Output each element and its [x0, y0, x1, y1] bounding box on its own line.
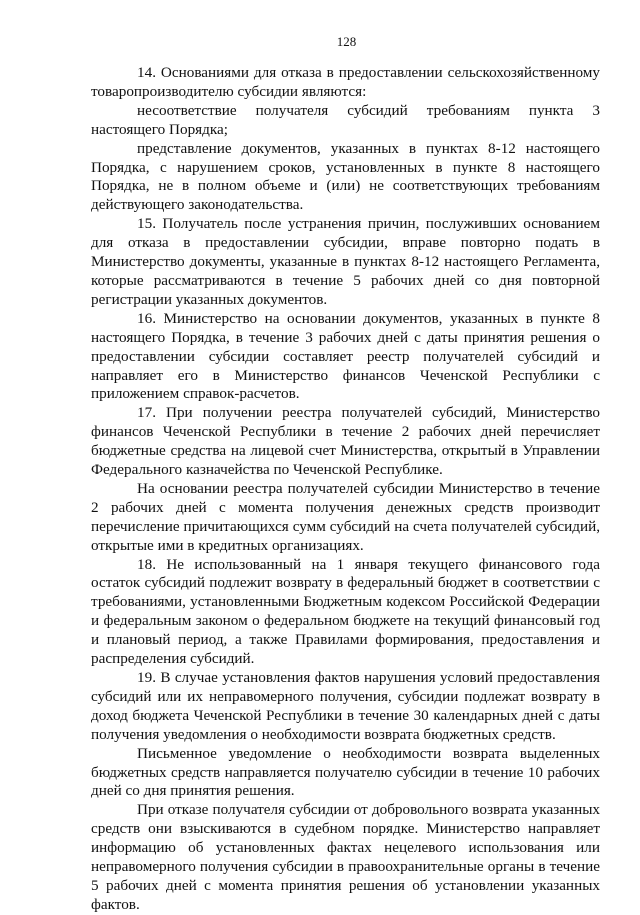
paragraph-18: 18. Не использованный на 1 января текущего финансового года остаток субсидий подлежит возврату в федеральный бюджет в соответствии с требованиями, установленными Бюджетным кодексом Российской Федерации и федеральным законом о федеральном бюджете на текущий финансовый год и плановый период, а также Правилами формирования, предоставления и распределения субсидий.	[91, 555, 600, 668]
paragraph-17: 17. При получении реестра получателей субсидий, Министерство финансов Чеченской Республики в течение 2 рабочих дней перечисляет бюджетные средства на лицевой счет Министерства, открытый в Управлении Федерального казначейства по Чеченской Республике.	[91, 404, 600, 479]
paragraph-15: 15. Получатель после устранения причин, послуживших основанием для отказа в предоставлении субсидии, вправе повторно подать в Министерство документы, указанные в пунктах 8-12 настоящего Регламента, которые рассматриваются в течение 5 рабочих дней со дня повторной регистрации указанных документов.	[91, 215, 600, 308]
page-number: 128	[336, 34, 357, 49]
paragraph-19: 19. В случае установления фактов нарушения условий предоставления субсидий или их неправомерного получения, субсидии подлежат возврату в доход бюджета Чеченской Республики в течение 30 календарных дней с даты получения уведомления о необходимости возврата бюджетных средств.	[91, 669, 600, 743]
paragraph-19-notification: Письменное уведомление о необходимости возврата выделенных бюджетных средств направляется получателю субсидии в течение 10 рабочих дней со дня принятия решения.	[91, 744, 600, 800]
paragraph-19-refusal: При отказе получателя субсидии от добровольного возврата указанных средств они взыскиваются в судебном порядке. Министерство направляет информацию об установленных фактах нецелевого использования или неправомерного получения субсидии в правоохранительные органы в течение 5 рабочих дней с момента принятия решения об установлении указанных фактов.	[91, 801, 600, 913]
paragraph-14-item-2: представление документов, указанных в пунктах 8-12 настоящего Порядка, с нарушением сроков, установленных в пункте 8 настоящего Порядка, не в полном объеме и (или) не соответствующих требованиям действующего законодательства.	[91, 139, 600, 214]
paragraph-14-item-1: несоответствие получателя субсидий требованиям пункта 3 настоящего Порядка;	[91, 101, 600, 138]
paragraph-16: 16. Министерство на основании документов, указанных в пункте 8 настоящего Порядка, в течение 3 рабочих дней с даты принятия решения о предоставлении субсидии составляет реестр получателей субсидий и направляет его в Министерство финансов Чеченской Республики с приложением справок-расчетов.	[91, 309, 600, 403]
paragraph-14: 14. Основаниями для отказа в предоставлении сельскохозяйственному товаропроизводителю субсидии являются:	[91, 64, 600, 100]
paragraph-17-continued: На основании реестра получателей субсидии Министерство в течение 2 рабочих дней с момента получения денежных средств производит перечисление причитающихся сумм субсидий на счета получателей субсидий, открытые ими в кредитных организациях.	[91, 479, 600, 554]
